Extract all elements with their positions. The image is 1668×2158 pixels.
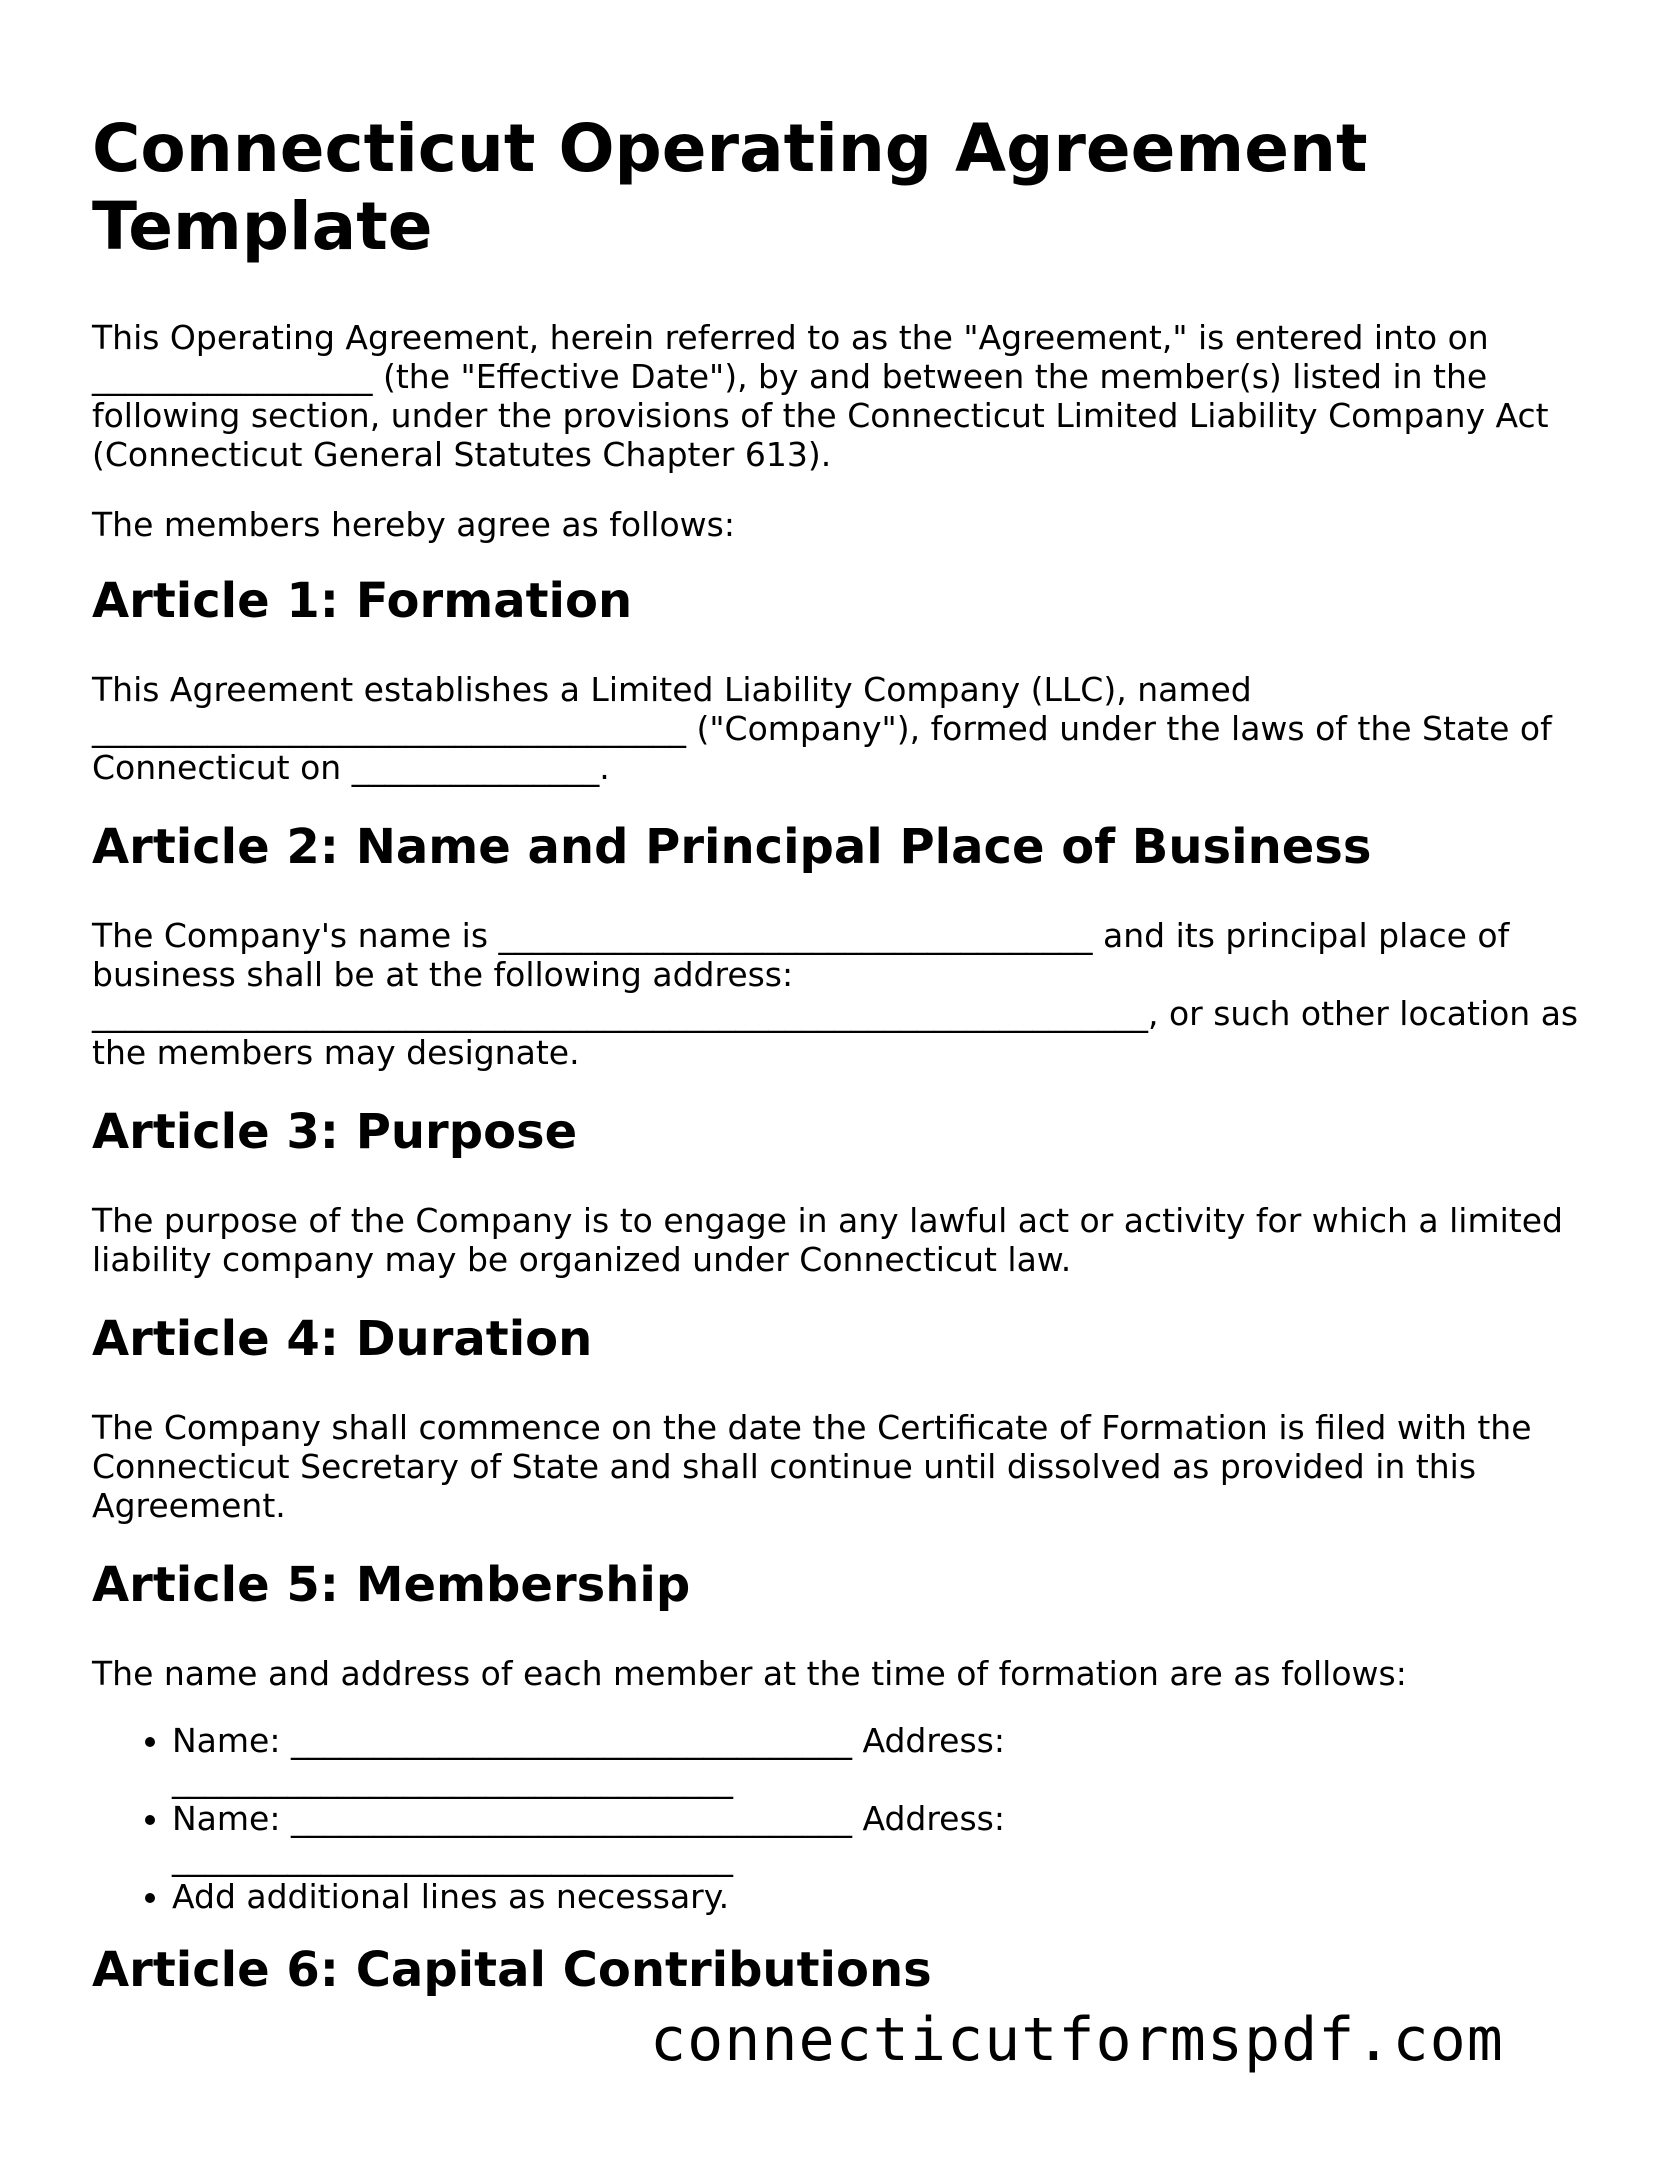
article-1-heading: Article 1: Formation xyxy=(92,573,633,629)
article-3-heading: Article 3: Purpose xyxy=(92,1104,578,1160)
article-2-heading: Article 2: Name and Principal Place of Business xyxy=(92,819,1372,875)
article-5-heading: Article 5: Membership xyxy=(92,1557,691,1613)
document-page xyxy=(92,110,1592,2039)
member-list-item: • Add additional lines as necessary. xyxy=(172,1877,1172,1916)
article-6-heading: Article 6: Capital Contributions xyxy=(92,1942,932,1998)
article-1-body: This Agreement establishes a Limited Liability Company (LLC), named ____________________________________ ("Company"), formed under the laws of the State of Connecticut on _______________. xyxy=(92,670,1552,787)
article-4-heading: Article 4: Duration xyxy=(92,1311,593,1367)
article-5-body: The name and address of each member at the time of formation are as follows: xyxy=(92,1654,1407,1693)
article-4-body: The Company shall commence on the date the Certificate of Formation is filed with the Connecticut Secretary of State and shall continue until dissolved as provided in this Agreement. xyxy=(92,1408,1532,1525)
agree-paragraph: The members hereby agree as follows: xyxy=(92,505,735,544)
member-list-item: • Name: __________________________________ Address: __________________________________ xyxy=(172,1799,1172,1877)
article-2-body: The Company's name is ____________________________________ and its principal place of business shall be at the following address: ________________________________________________________________, or such other location as the members may designate. xyxy=(92,916,1579,1072)
member-list xyxy=(92,1721,1172,1916)
document-title: Connecticut Operating Agreement Template xyxy=(92,110,1368,265)
article-3-body: The purpose of the Company is to engage in any lawful act or activity for which a limited liability company may be organized under Connecticut law. xyxy=(92,1201,1563,1279)
intro-paragraph: This Operating Agreement, herein referred to as the "Agreement," is entered into on _________________ (the "Effective Date"), by and between the member(s) listed in the following section, under the provisions of the Connecticut Limited Liability Company Act (Connecticut General Statutes Chapter 613). xyxy=(92,318,1549,474)
member-list-item: • Name: __________________________________ Address: __________________________________ xyxy=(172,1721,1172,1799)
site-watermark: connecticutformspdf.com xyxy=(650,2005,1504,2075)
